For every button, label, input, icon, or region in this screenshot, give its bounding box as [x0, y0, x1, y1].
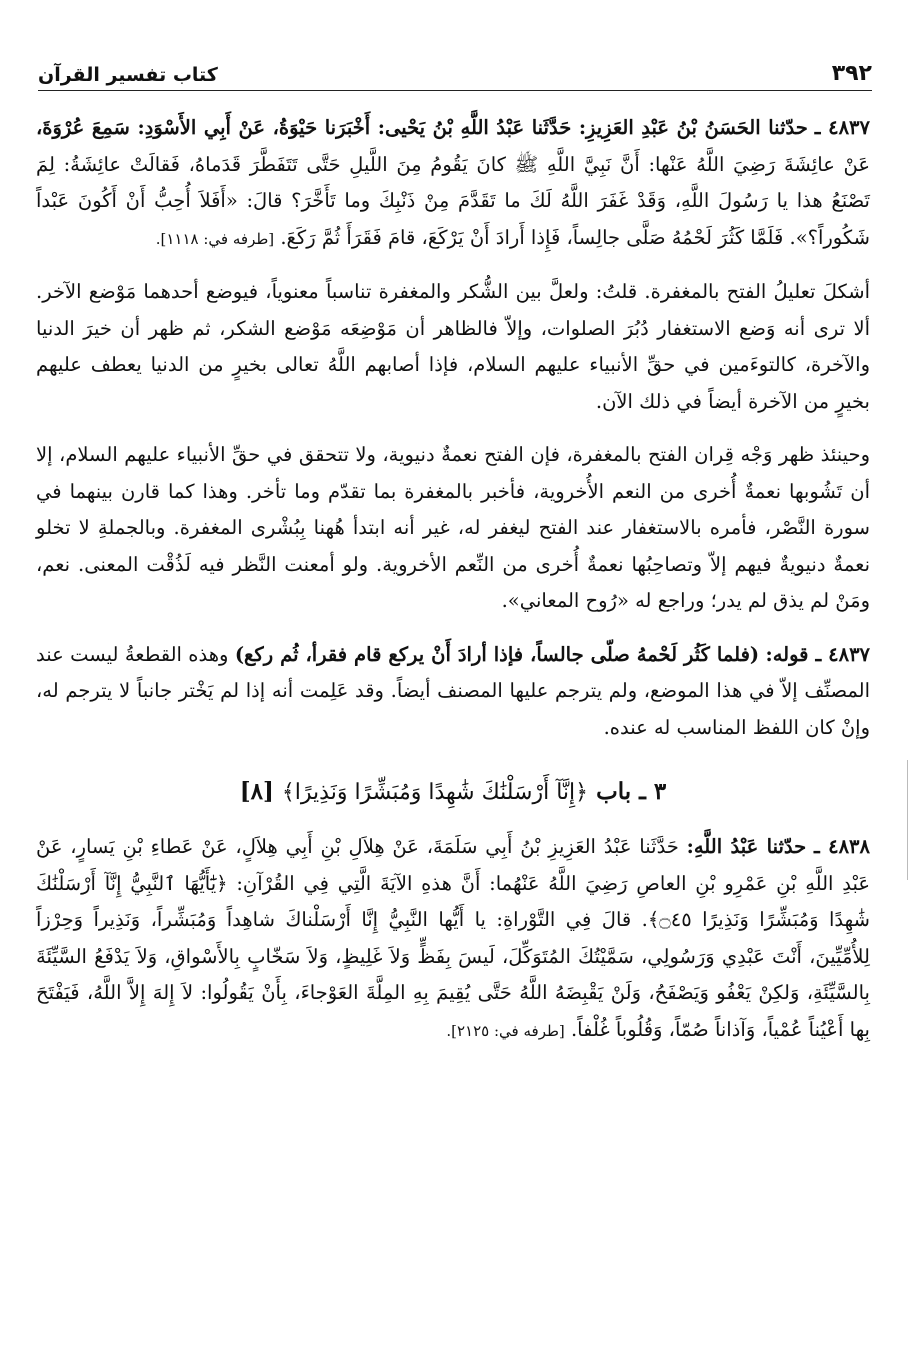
hadith-number: ٤٨٣٧ ـ — [814, 116, 870, 139]
chapter-label: ٣ ـ باب — [596, 778, 667, 805]
hadith-number: ٤٨٣٨ ـ — [814, 835, 871, 858]
page-edge-mark — [907, 760, 908, 880]
commentary-paragraph-1: أشكلَ تعليلُ الفتح بالمغفرة. قلتُ: ولعلَّ بين الشُّكر والمغفرة تناسباً معنوياً، فيوضع أحدهما مَوْضع الآخر. ألا ترى أنه وَضع الاستغفار دُبُرَ الصلوات، وإلاّ فالظاهر أن مَوْضِعَه مَوْضع الشكر، ثم ظهر أن خيرَ الدنيا والآخرة، كالتوءَمين في حقِّ الأنبياء عليهم السلام، فإذا أصابهم اللَّهُ تعالى بخيرٍ من الدنيا يعطف عليهم بخيرٍ من الآخرة أيضاً في ذلك الآن. — [36, 280, 870, 413]
page-content — [36, 110, 870, 1066]
commentary-lead: ٤٨٣٧ ـ قوله: — [765, 642, 871, 666]
hadith-text: عَنْ عائِشَةَ رَضِيَ اللَّهُ عَنْها: أَنَّ نَبِيَّ اللَّهِ ﷺ كانَ يَقُومُ مِنَ اللَّيلِ حَتَّى تَتَفَطَّرَ قَدَماهُ، فَقالَتْ عائِشَةُ: لِمَ تَصْنَعُ هذا يا رَسُولَ اللَّهِ، وَقَدْ غَفَرَ اللَّهُ لَكَ ما تَقَدَّمَ مِنْ ذَنْبِكَ وما تَأَخَّرَ؟ قالَ: «أَفَلاَ أُحِبُّ أَنْ أَكُونَ عَبْداً شَكُوراً؟». فَلَمَّا كَثُرَ لَحْمُهُ صَلَّى جالِساً، فَإِذا أَرادَ أَنْ يَرْكَعَ، قامَ فَقَرَأَ ثُمَّ رَكَعَ. — [36, 152, 870, 249]
chapter-verse-number: [٨] — [239, 778, 274, 805]
page-number: ٣٩٢ — [831, 61, 872, 86]
commentary-text: وهذه القطعةُ ليست عند المصنِّف إلاّ في هذا الموضع، ولم يترجم عليها المصنف أيضاً. وقد عَلِمت أنه إذا لم يَخْتر جانباً لا يترجم له، وإنْ كان اللفظ المناسب له عنده. — [36, 642, 870, 739]
hadith-reference: [طرفه في: ٢١٢٥]. — [446, 1021, 565, 1040]
hadith-reference: [طرفه في: ١١١٨]. — [155, 229, 275, 248]
hadith-chain: حدّثنا عَبْدُ اللَّهِ: — [686, 835, 807, 858]
hadith-4838 — [36, 829, 870, 1049]
chapter-verse: ﴿إِنَّآ أَرْسَلْنَٰكَ شَٰهِدًا وَمُبَشِّرًا وَنَذِيرًا﴾ — [281, 780, 589, 805]
book-title: كتاب تفسير القرآن — [38, 64, 218, 86]
hadith-4837 — [36, 110, 870, 257]
page-header — [38, 52, 872, 91]
commentary-paragraph-2: وحينئذ ظهر وَجْه قِران الفتح بالمغفرة، فإن الفتح نعمةٌ دنيوية، ولا تتحقق في حقِّ الأنبياء عليهم السلام، إلا أن تَشُوبها نعمةٌ أُخرى من النعم الأُخروية، فأخبر بالمغفرة بما تقدّم وما تأخر. وهذا كما قارن بينهما في سورة النَّصْر، فأمره بالاستغفار عند الفتح ليغفر له، غير أنه ابتدأ هُهنا بِبُشْرى المغفرة. وبالجملةِ لا تخلو نعمةٌ دنيويةٌ فيهم إلاّ وتصاحِبُها نعمةٌ أُخرى من النِّعم الأخروية. ولو أمعنت النَّظر فيه لَذُقْت المعنى. نعم، ومَنْ لم يذق لم يدر؛ وراجع له «رُوح المعاني». — [36, 443, 870, 612]
chapter-heading — [36, 772, 870, 813]
commentary-quote: (فلما كَثُر لَحْمهُ صلّى جالساً، فإذا أرادَ أَنْ يركع قام فقرأ، ثُم ركع) — [234, 642, 760, 666]
hadith-chain: حدّثنا الحَسَنُ بْنُ عَبْدِ العَزِيزِ: حَدَّثَنا عَبْدُ اللَّهِ بْنُ يَحْيى: أَخْبَرَنا حَيْوَةُ، عَنْ أَبِي الأَسْوَدِ: سَمِعَ عُرْوَةَ، — [36, 116, 808, 139]
commentary-paragraph-3 — [36, 637, 870, 747]
hadith-text: حَدَّثَنا عَبْدُ العَزِيزِ بْنُ أَبِي سَلَمَةَ، عَنْ هِلاَلِ بْنِ أَبِي هِلاَلٍ، عَنْ عَطاءِ بْنِ يَسارٍ، عَنْ عَبْدِ اللَّهِ بْنِ عَمْرِو بْنِ العاصِ رَضِيَ اللَّهُ عَنْهُما: أَنَّ هذهِ الآيَةَ الَّتِي فِي القُرْآنِ: ﴿يَٰٓأَيُّهَا ٱلنَّبِيُّ إِنَّآ أَرْسَلْنَٰكَ شَٰهِدًا وَمُبَشِّرًا وَنَذِيرًا ۝٤٥﴾. قالَ فِي التَّوْراةِ: يا أَيُّها النَّبِيُّ إِنَّا أَرْسَلْناكَ شاهِداً وَمُبَشِّراً، وَنَذِيراً وَحِرْزاً لِلأُمِّيِّينَ، أَنْتَ عَبْدِي وَرَسُولِي، سَمَّيْتُكَ المُتَوَكِّلَ، لَيسَ بِفَظٍّ وَلاَ غَلِيظٍ، وَلاَ سَخّابٍ بِالأَسْواقِ، وَلاَ يَدْفَعُ السَّيِّئَةَ بِالسَّيِّئَةِ، وَلكِنْ يَعْفُو وَيَصْفَحُ، وَلَنْ يَقْبِضَهُ اللَّهُ حَتَّى يُقِيمَ بِهِ المِلَّةَ العَوْجاءَ، بِأَنْ يَقُولُوا: لاَ إِلهَ إِلاَّ اللَّهُ، فَيَفْتَحَ بِها أَعْيُناً عُمْياً، وَآذاناً صُمّاً، وَقُلُوباً غُلْفاً. — [36, 835, 870, 1041]
